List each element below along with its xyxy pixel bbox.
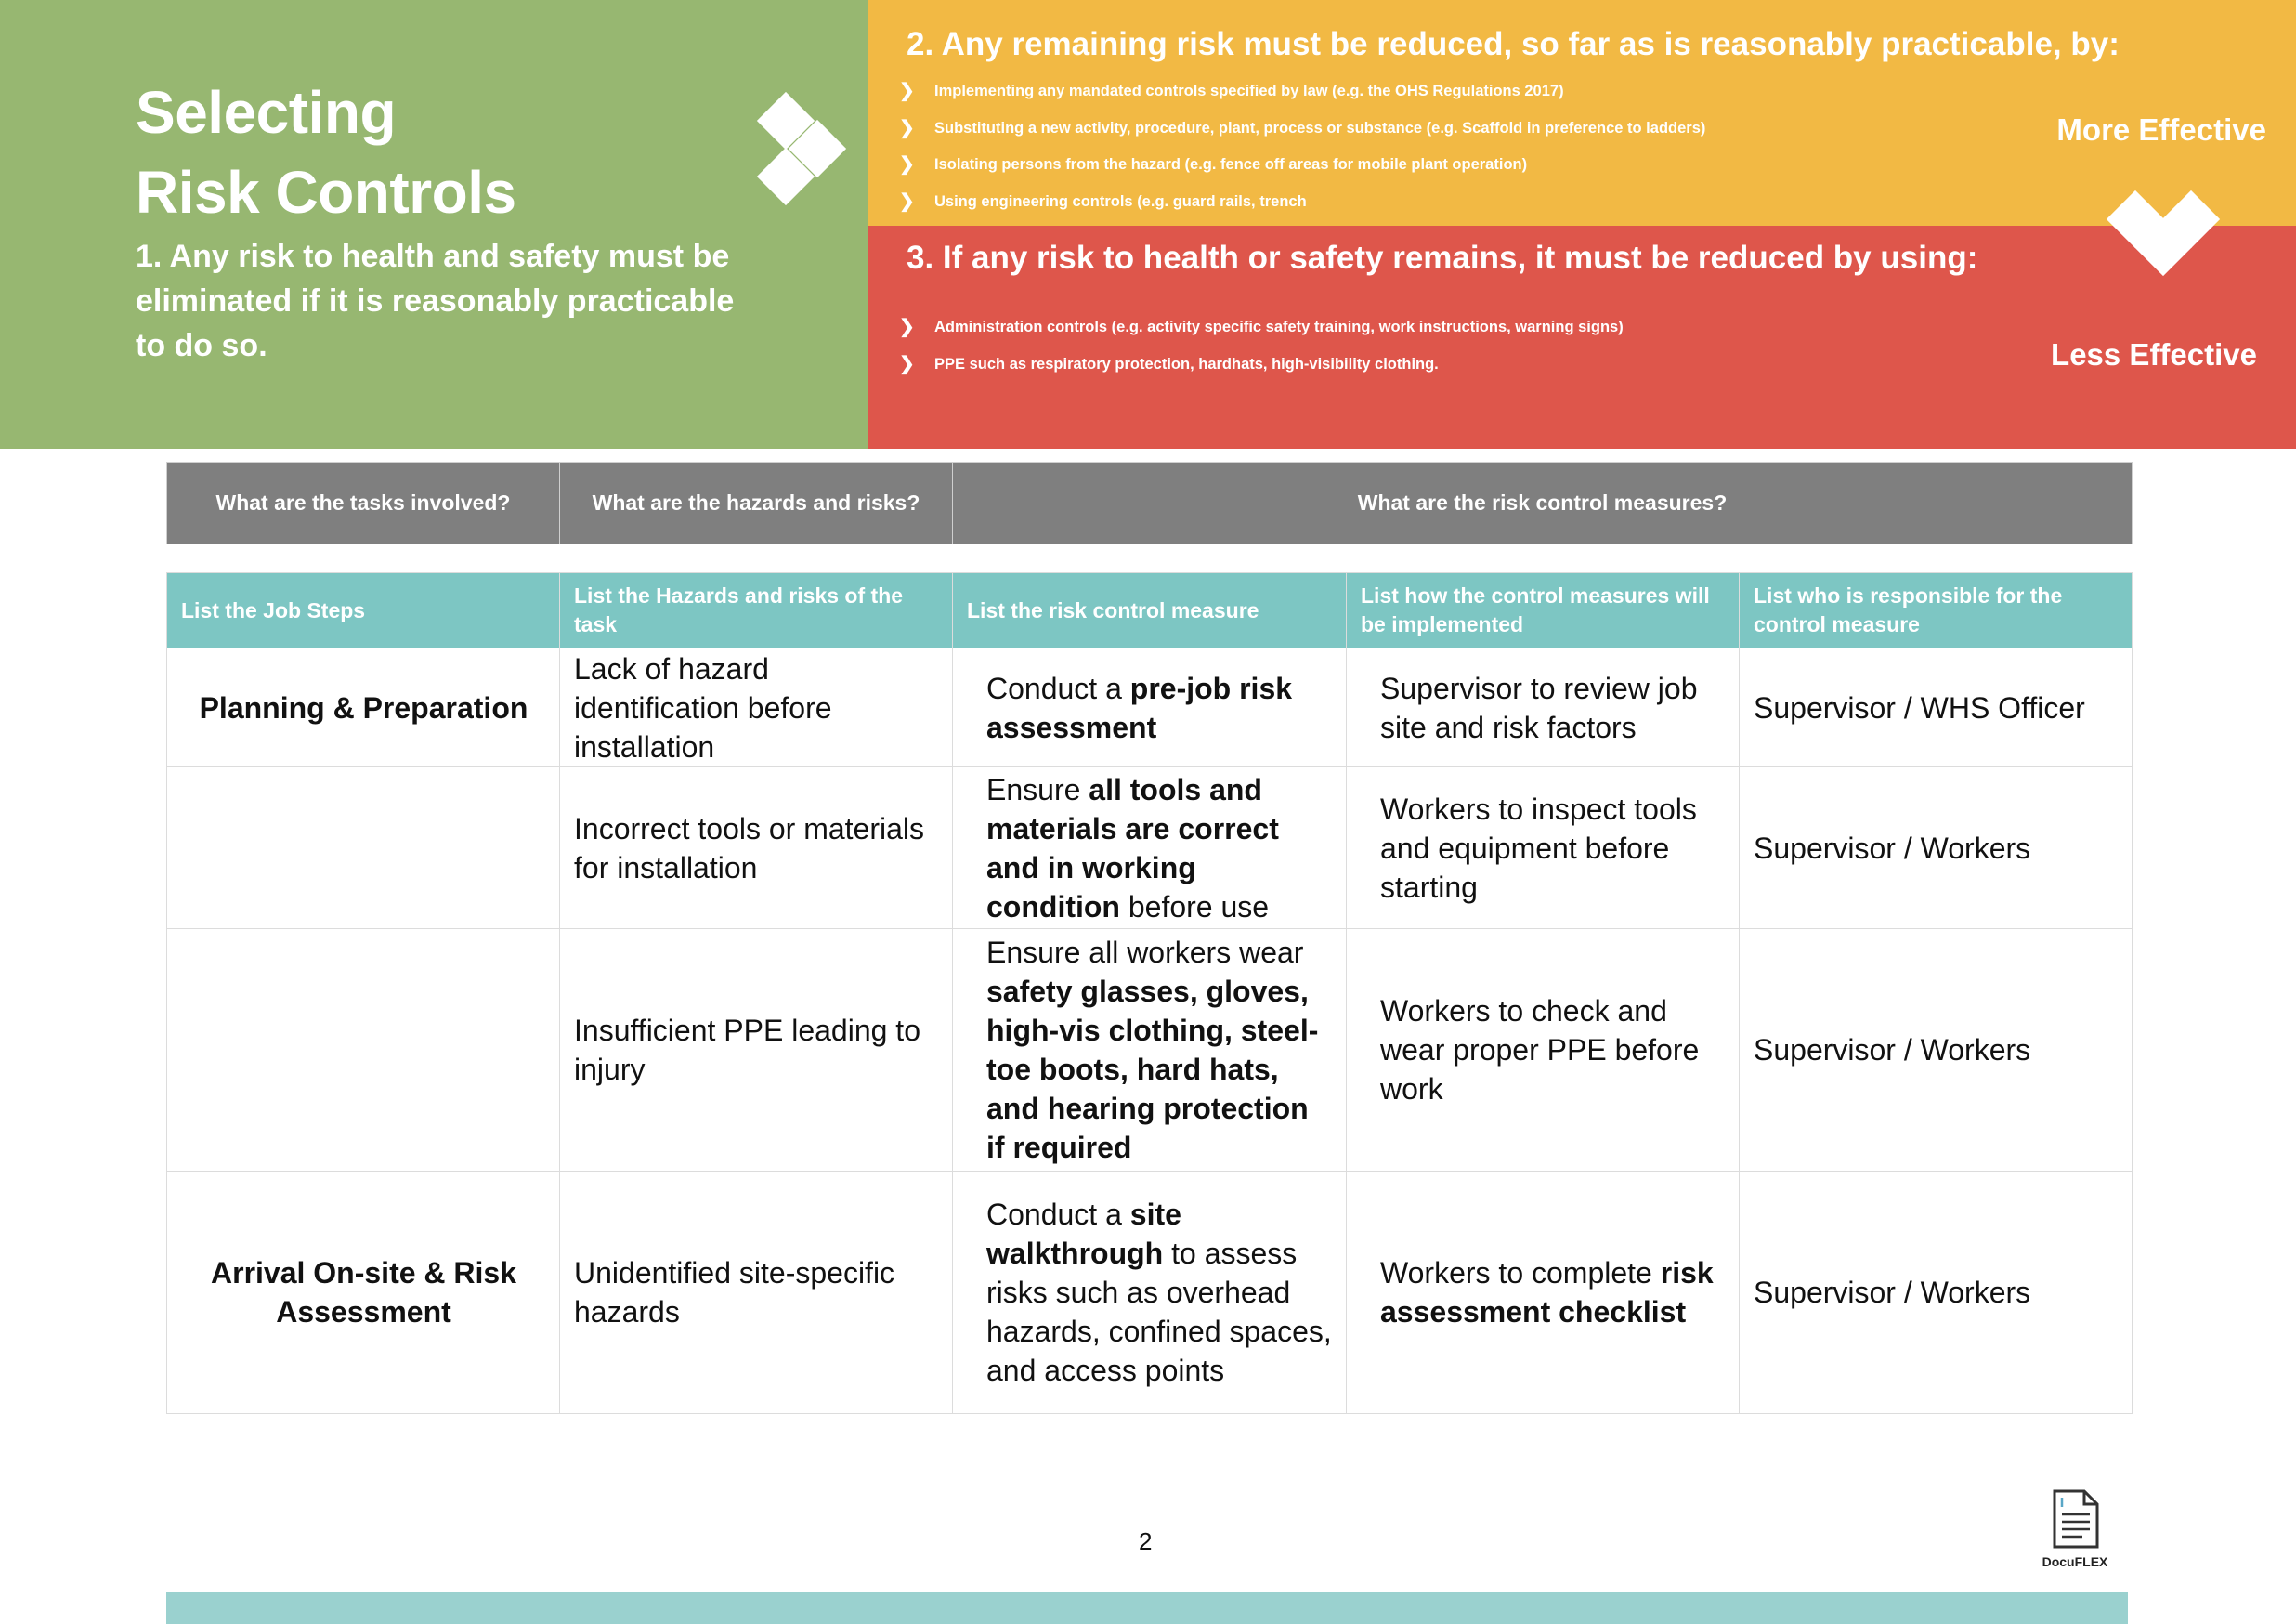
column-header: List who is responsible for the control measure <box>1740 573 2133 648</box>
page-number: 2 <box>1139 1527 1153 1555</box>
responsible-cell: Supervisor / Workers <box>1740 767 2133 929</box>
control-measure-cell: Ensure all workers wear safety glasses, gloves, high-vis clothing, steel-toe boots, hard hats, and hearing protection if required <box>953 929 1347 1172</box>
hazard-cell: Incorrect tools or materials for installation <box>560 767 953 929</box>
list-item: ❯ Isolating persons from the hazard (e.g. fence off areas for mobile plant operation) <box>899 154 1528 175</box>
list-item: ❯ Implementing any mandated controls specified by law (e.g. the OHS Regulations 2017) <box>899 81 1564 101</box>
implementation-cell: Workers to complete risk assessment checklist <box>1347 1172 1740 1414</box>
table-row <box>167 1172 2133 1414</box>
page-title <box>136 72 516 232</box>
chevron-right-icon: ❯ <box>899 190 915 212</box>
job-step-cell: Planning & Preparation <box>167 648 560 767</box>
chevron-right-icon: ❯ <box>899 81 915 101</box>
column-header: List the Job Steps <box>167 573 560 648</box>
implementation-cell: Supervisor to review job site and risk factors <box>1347 648 1740 767</box>
list-item: ❯ Administration controls (e.g. activity specific safety training, work instructions, warning signs) <box>899 317 1624 337</box>
column-header: List how the control measures will be implemented <box>1347 573 1740 648</box>
less-effective-label: Less Effective <box>2051 337 2257 372</box>
table-row <box>167 929 2133 1172</box>
list-item: ❯ PPE such as respiratory protection, hardhats, high-visibility clothing. <box>899 354 1439 374</box>
responsible-cell: Supervisor / Workers <box>1740 929 2133 1172</box>
question-tasks: What are the tasks involved? <box>167 463 560 544</box>
hazard-cell: Lack of hazard identification before installation <box>560 648 953 767</box>
control-measure-cell: Ensure all tools and materials are correct and in working condition before use <box>953 767 1347 929</box>
risk-control-table <box>166 572 2133 1414</box>
column-header: List the Hazards and risks of the task <box>560 573 953 648</box>
chevron-right-icon: ❯ <box>899 154 915 175</box>
column-header: List the risk control measure <box>953 573 1347 648</box>
control-measure-cell: Conduct a site walkthrough to assess risks such as overhead hazards, confined spaces, and access points <box>953 1172 1347 1414</box>
logo-label: DocuFLEX <box>2042 1554 2108 1569</box>
list-item: ❯ Substituting a new activity, procedure, plant, process or substance (e.g. Scaffold in preference to ladders) <box>899 117 1706 138</box>
responsible-cell: Supervisor / Workers <box>1740 1172 2133 1414</box>
step2-heading: 2. Any remaining risk must be reduced, so far as is reasonably practicable, by: <box>907 26 2120 62</box>
table-row <box>167 648 2133 767</box>
chevron-right-icon: ❯ <box>899 117 915 138</box>
title-line-1: Selecting <box>136 79 397 146</box>
list-item: ❯ Using engineering controls (e.g. guard rails, trench <box>899 190 1307 212</box>
question-hazards: What are the hazards and risks? <box>560 463 953 544</box>
job-step-cell: Arrival On-site & Risk Assessment <box>167 1172 560 1414</box>
job-step-cell <box>167 929 560 1172</box>
responsible-cell: Supervisor / WHS Officer <box>1740 648 2133 767</box>
question-header-table <box>166 462 2133 544</box>
footer-bar <box>166 1592 2128 1624</box>
step3-bullet-list <box>899 316 1624 390</box>
title-line-2: Risk Controls <box>136 159 516 226</box>
more-effective-label: More Effective <box>2056 112 2266 147</box>
control-measure-cell: Conduct a pre-job risk assessment <box>953 648 1347 767</box>
question-measures: What are the risk control measures? <box>953 463 2133 544</box>
chevron-right-icon: ❯ <box>899 354 915 374</box>
step2-bullet-list <box>899 80 1705 227</box>
chevron-right-icon: ❯ <box>899 317 915 337</box>
hazard-cell: Unidentified site-specific hazards <box>560 1172 953 1414</box>
implementation-cell: Workers to inspect tools and equipment before starting <box>1347 767 1740 929</box>
step1-text: 1. Any risk to health and safety must be eliminated if it is reasonably practicable to do so. <box>136 239 735 363</box>
table-row <box>167 767 2133 929</box>
job-step-cell <box>167 767 560 929</box>
docuflex-logo <box>2036 1488 2114 1569</box>
step3-heading: 3. If any risk to health or safety remains, it must be reduced by using: <box>907 240 1978 276</box>
implementation-cell: Workers to check and wear proper PPE before work <box>1347 929 1740 1172</box>
document-icon <box>2049 1488 2101 1550</box>
hazard-cell: Insufficient PPE leading to injury <box>560 929 953 1172</box>
